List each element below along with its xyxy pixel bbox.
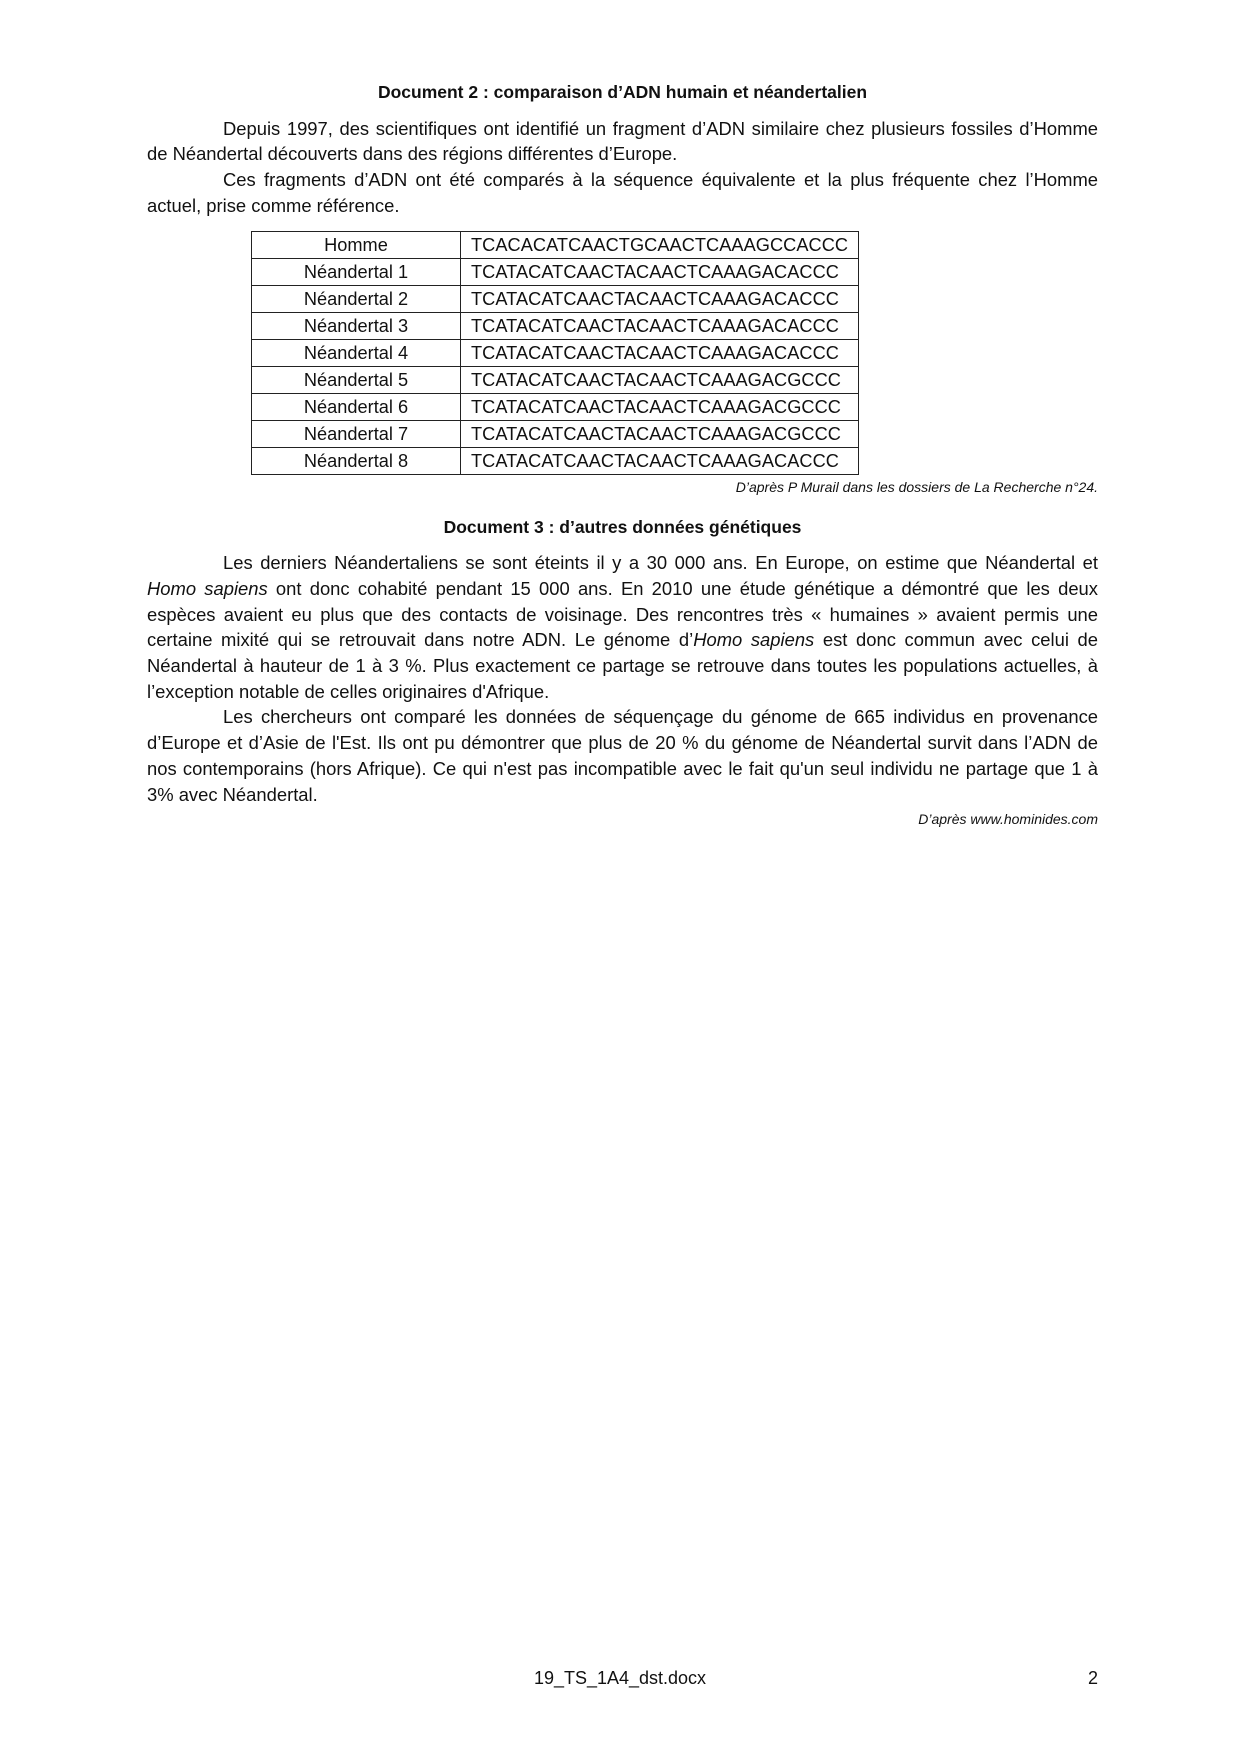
paragraph-text: est donc commun avec celui de Néandertal à hauteur de 1 à 3 %. Plus exactement ce partage se retrouve dans toutes les populations actuelles, à l’exception notable de celles originaires d'Afrique.	[147, 629, 1098, 702]
page-content	[147, 80, 1098, 829]
document-3-paragraph-1	[147, 550, 1098, 704]
footer-filename: 19_TS_1A4_dst.docx	[533, 1668, 707, 1688]
row-label: Néandertal 2	[252, 285, 461, 312]
dna-sequence: TCATACATCAACTACAACTCAAAGACACCC	[461, 339, 859, 366]
table-row	[252, 258, 859, 285]
dna-comparison-table	[251, 231, 859, 475]
table-row	[252, 447, 859, 474]
row-label: Néandertal 7	[252, 420, 461, 447]
species-name: Homo sapiens	[693, 629, 815, 651]
dna-sequence: TCATACATCAACTACAACTCAAAGACACCC	[461, 312, 859, 339]
table-row	[252, 231, 859, 258]
row-label: Néandertal 4	[252, 339, 461, 366]
table-row	[252, 285, 859, 312]
row-label: Néandertal 3	[252, 312, 461, 339]
dna-sequence: TCATACATCAACTACAACTCAAAGACGCCC	[461, 393, 859, 420]
document-2-paragraph-1: Depuis 1997, des scientifiques ont identifié un fragment d’ADN similaire chez plusieurs fossiles d’Homme de Néandertal découverts dans des régions différentes d’Europe.	[147, 117, 1098, 165]
table-row	[252, 420, 859, 447]
row-label: Néandertal 8	[252, 447, 461, 474]
document-3-paragraph-2: Les chercheurs ont comparé les données de séquençage du génome de 665 individus en provenance d’Europe et d’Asie de l'Est. Ils ont pu démontrer que plus de 20 % du génome de Néandertal survit dans l’ADN de nos contemporains (hors Afrique). Ce qui n'est pas incompatible avec le fait qu'un seul individu ne partage que 1 à 3% avec Néandertal.	[147, 706, 1098, 805]
row-label: Homme	[252, 231, 461, 258]
document-3-title: Document 3 : d’autres données génétiques	[443, 516, 802, 537]
dna-sequence: TCATACATCAACTACAACTCAAAGACACCC	[461, 285, 859, 312]
table-row	[252, 339, 859, 366]
species-name: Homo sapiens	[147, 577, 268, 599]
dna-sequence: TCATACATCAACTACAACTCAAAGACACCC	[461, 258, 859, 285]
row-label: Néandertal 6	[252, 393, 461, 420]
table-row	[252, 366, 859, 393]
dna-sequence: TCATACATCAACTACAACTCAAAGACGCCC	[461, 366, 859, 393]
footer-page-number: 2	[1087, 1668, 1098, 1688]
document-2-paragraph-2: Ces fragments d’ADN ont été comparés à la séquence équivalente et la plus fréquente chez l’Homme actuel, prise comme référence.	[147, 169, 1098, 216]
row-label: Néandertal 5	[252, 366, 461, 393]
row-label: Néandertal 1	[252, 258, 461, 285]
paragraph-text: ont donc cohabité pendant 15 000 ans. En 2010 une étude génétique a démontré que les deux espèces avaient eu plus que des contacts de voisinage. Des rencontres très « humaines » avaient permis une certaine mixité qui se retrouvait dans notre ADN. Le génome d’	[147, 577, 1098, 651]
dna-sequence: TCACACATCAACTGCAACTCAAAGCCACCC	[461, 231, 859, 258]
dna-sequence: TCATACATCAACTACAACTCAAAGACACCC	[461, 447, 859, 474]
dna-sequence: TCATACATCAACTACAACTCAAAGACGCCC	[461, 420, 859, 447]
document-2-source: D’après P Murail dans les dossiers de La Recherche n°24.	[735, 478, 1098, 495]
table-row	[252, 393, 859, 420]
document-2-title: Document 2 : comparaison d’ADN humain et néandertalien	[377, 82, 868, 102]
paragraph-text: Les derniers Néandertaliens se sont éteints il y a 30 000 ans. En Europe, on estime que Néandertal et	[223, 552, 1098, 574]
table-row	[252, 312, 859, 339]
document-3-source: D’après www.hominides.com	[918, 811, 1098, 828]
